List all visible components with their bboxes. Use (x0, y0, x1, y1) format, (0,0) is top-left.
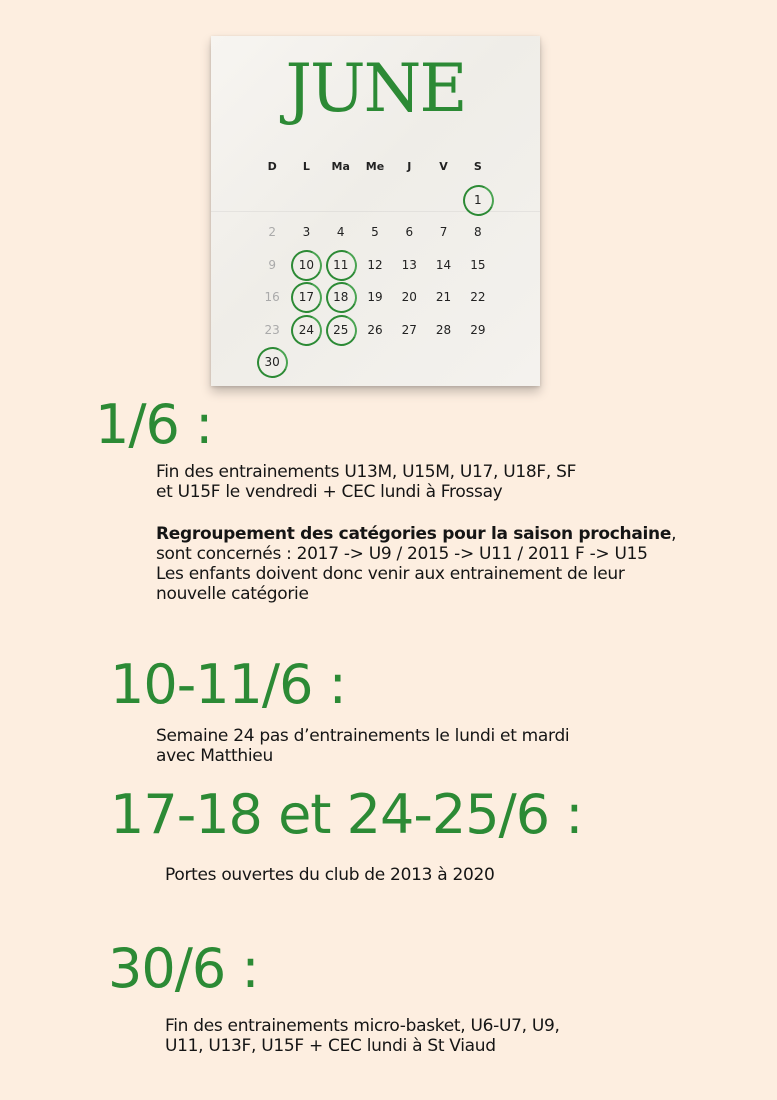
calendar-week-row (255, 346, 495, 379)
calendar-day (392, 348, 426, 376)
calendar-day (324, 348, 358, 376)
calendar-week-row (255, 281, 495, 314)
section-30-6-paragraph (165, 1016, 560, 1056)
text-line (156, 524, 676, 544)
bold-heading: Regroupement des catégories pour la saison prochaine (156, 524, 672, 544)
section-10-11-6-paragraph (156, 726, 569, 766)
calendar-day: 4 (336, 225, 345, 240)
calendar-month-title: JUNE (285, 50, 466, 127)
text-line: et U15F le vendredi + CEC lundi à Frossay (156, 482, 503, 502)
calendar-grid (255, 151, 495, 379)
calendar-day: 16 (264, 290, 280, 305)
calendar-day: 18 (324, 283, 358, 311)
weekday-label: Ma (331, 160, 350, 174)
weekday-label: V (439, 160, 448, 174)
calendar-day: 5 (371, 225, 379, 240)
section-1-6-paragraph-1 (156, 462, 576, 502)
weekday-header-row (255, 151, 495, 184)
calendar-day: 26 (367, 322, 383, 337)
section-1-6-paragraph-2 (156, 524, 676, 604)
june-calendar (211, 36, 540, 386)
calendar-day: 12 (367, 257, 383, 272)
calendar-day: 7 (439, 225, 448, 240)
calendar-day: 21 (435, 290, 452, 305)
bold-tail: , (671, 524, 677, 544)
calendar-day: 8 (474, 225, 482, 240)
calendar-day (289, 348, 323, 376)
calendar-day: 10 (289, 251, 323, 279)
calendar-day: 15 (470, 257, 486, 272)
calendar-day: 30 (255, 348, 289, 376)
weekday-label: S (473, 160, 482, 174)
section-date-10-11-6: 10-11/6 : (110, 653, 346, 716)
calendar-day (426, 186, 460, 214)
calendar-day (461, 348, 495, 376)
calendar-week-row (255, 314, 495, 347)
calendar-day: 13 (401, 257, 417, 272)
calendar-day: 20 (401, 290, 417, 305)
section-17-18-24-25-6-paragraph (165, 865, 495, 885)
section-date-17-18-24-25-6: 17-18 et 24-25/6 : (110, 783, 583, 846)
calendar-day (324, 186, 358, 214)
calendar-week-row (255, 216, 495, 249)
calendar-day: 28 (435, 322, 452, 337)
text-line: Les enfants doivent donc venir aux entrainement de leur (156, 564, 625, 584)
calendar-day (255, 186, 289, 214)
text-line: sont concernés : 2017 -> U9 / 2015 -> U11 / 2011 F -> U15 (156, 544, 648, 564)
calendar-day: 23 (264, 322, 280, 337)
weekday-label: Me (365, 160, 385, 174)
weekday-label: D (267, 160, 277, 174)
text-line: nouvelle catégorie (156, 584, 309, 604)
calendar-day: 3 (302, 225, 311, 240)
text-line: Fin des entrainements micro-basket, U6-U7, U9, (165, 1016, 560, 1036)
section-date-30-6: 30/6 : (108, 937, 259, 1000)
calendar-week-row (255, 249, 495, 282)
calendar-day: 22 (470, 290, 486, 305)
calendar-week-row (255, 184, 495, 217)
calendar-day (392, 186, 426, 214)
calendar-day: 24 (289, 316, 323, 344)
calendar-day: 19 (367, 290, 383, 305)
text-line: U11, U13F, U15F + CEC lundi à St Viaud (165, 1036, 496, 1056)
calendar-day: 14 (435, 257, 452, 272)
calendar-day (289, 186, 323, 214)
calendar-day: 9 (268, 257, 276, 272)
calendar-day: 27 (401, 322, 417, 337)
weekday-label: J (407, 160, 412, 174)
text-line: Semaine 24 pas d’entrainements le lundi et mardi (156, 726, 570, 746)
calendar-day: 25 (324, 316, 358, 344)
calendar-day: 1 (461, 186, 495, 214)
text-line: Fin des entrainements U13M, U15M, U17, U18F, SF (156, 462, 577, 482)
calendar-day (358, 186, 392, 214)
calendar-day: 29 (470, 322, 486, 337)
calendar-day: 2 (268, 225, 276, 240)
calendar-day: 17 (289, 283, 323, 311)
text-line: Portes ouvertes du club de 2013 à 2020 (165, 865, 495, 885)
calendar-day: 11 (324, 251, 358, 279)
weekday-label: L (302, 160, 310, 174)
calendar-day (358, 348, 392, 376)
section-date-1-6: 1/6 : (95, 393, 213, 456)
calendar-day (426, 348, 460, 376)
calendar-day: 6 (405, 225, 414, 240)
text-line: avec Matthieu (156, 746, 273, 766)
